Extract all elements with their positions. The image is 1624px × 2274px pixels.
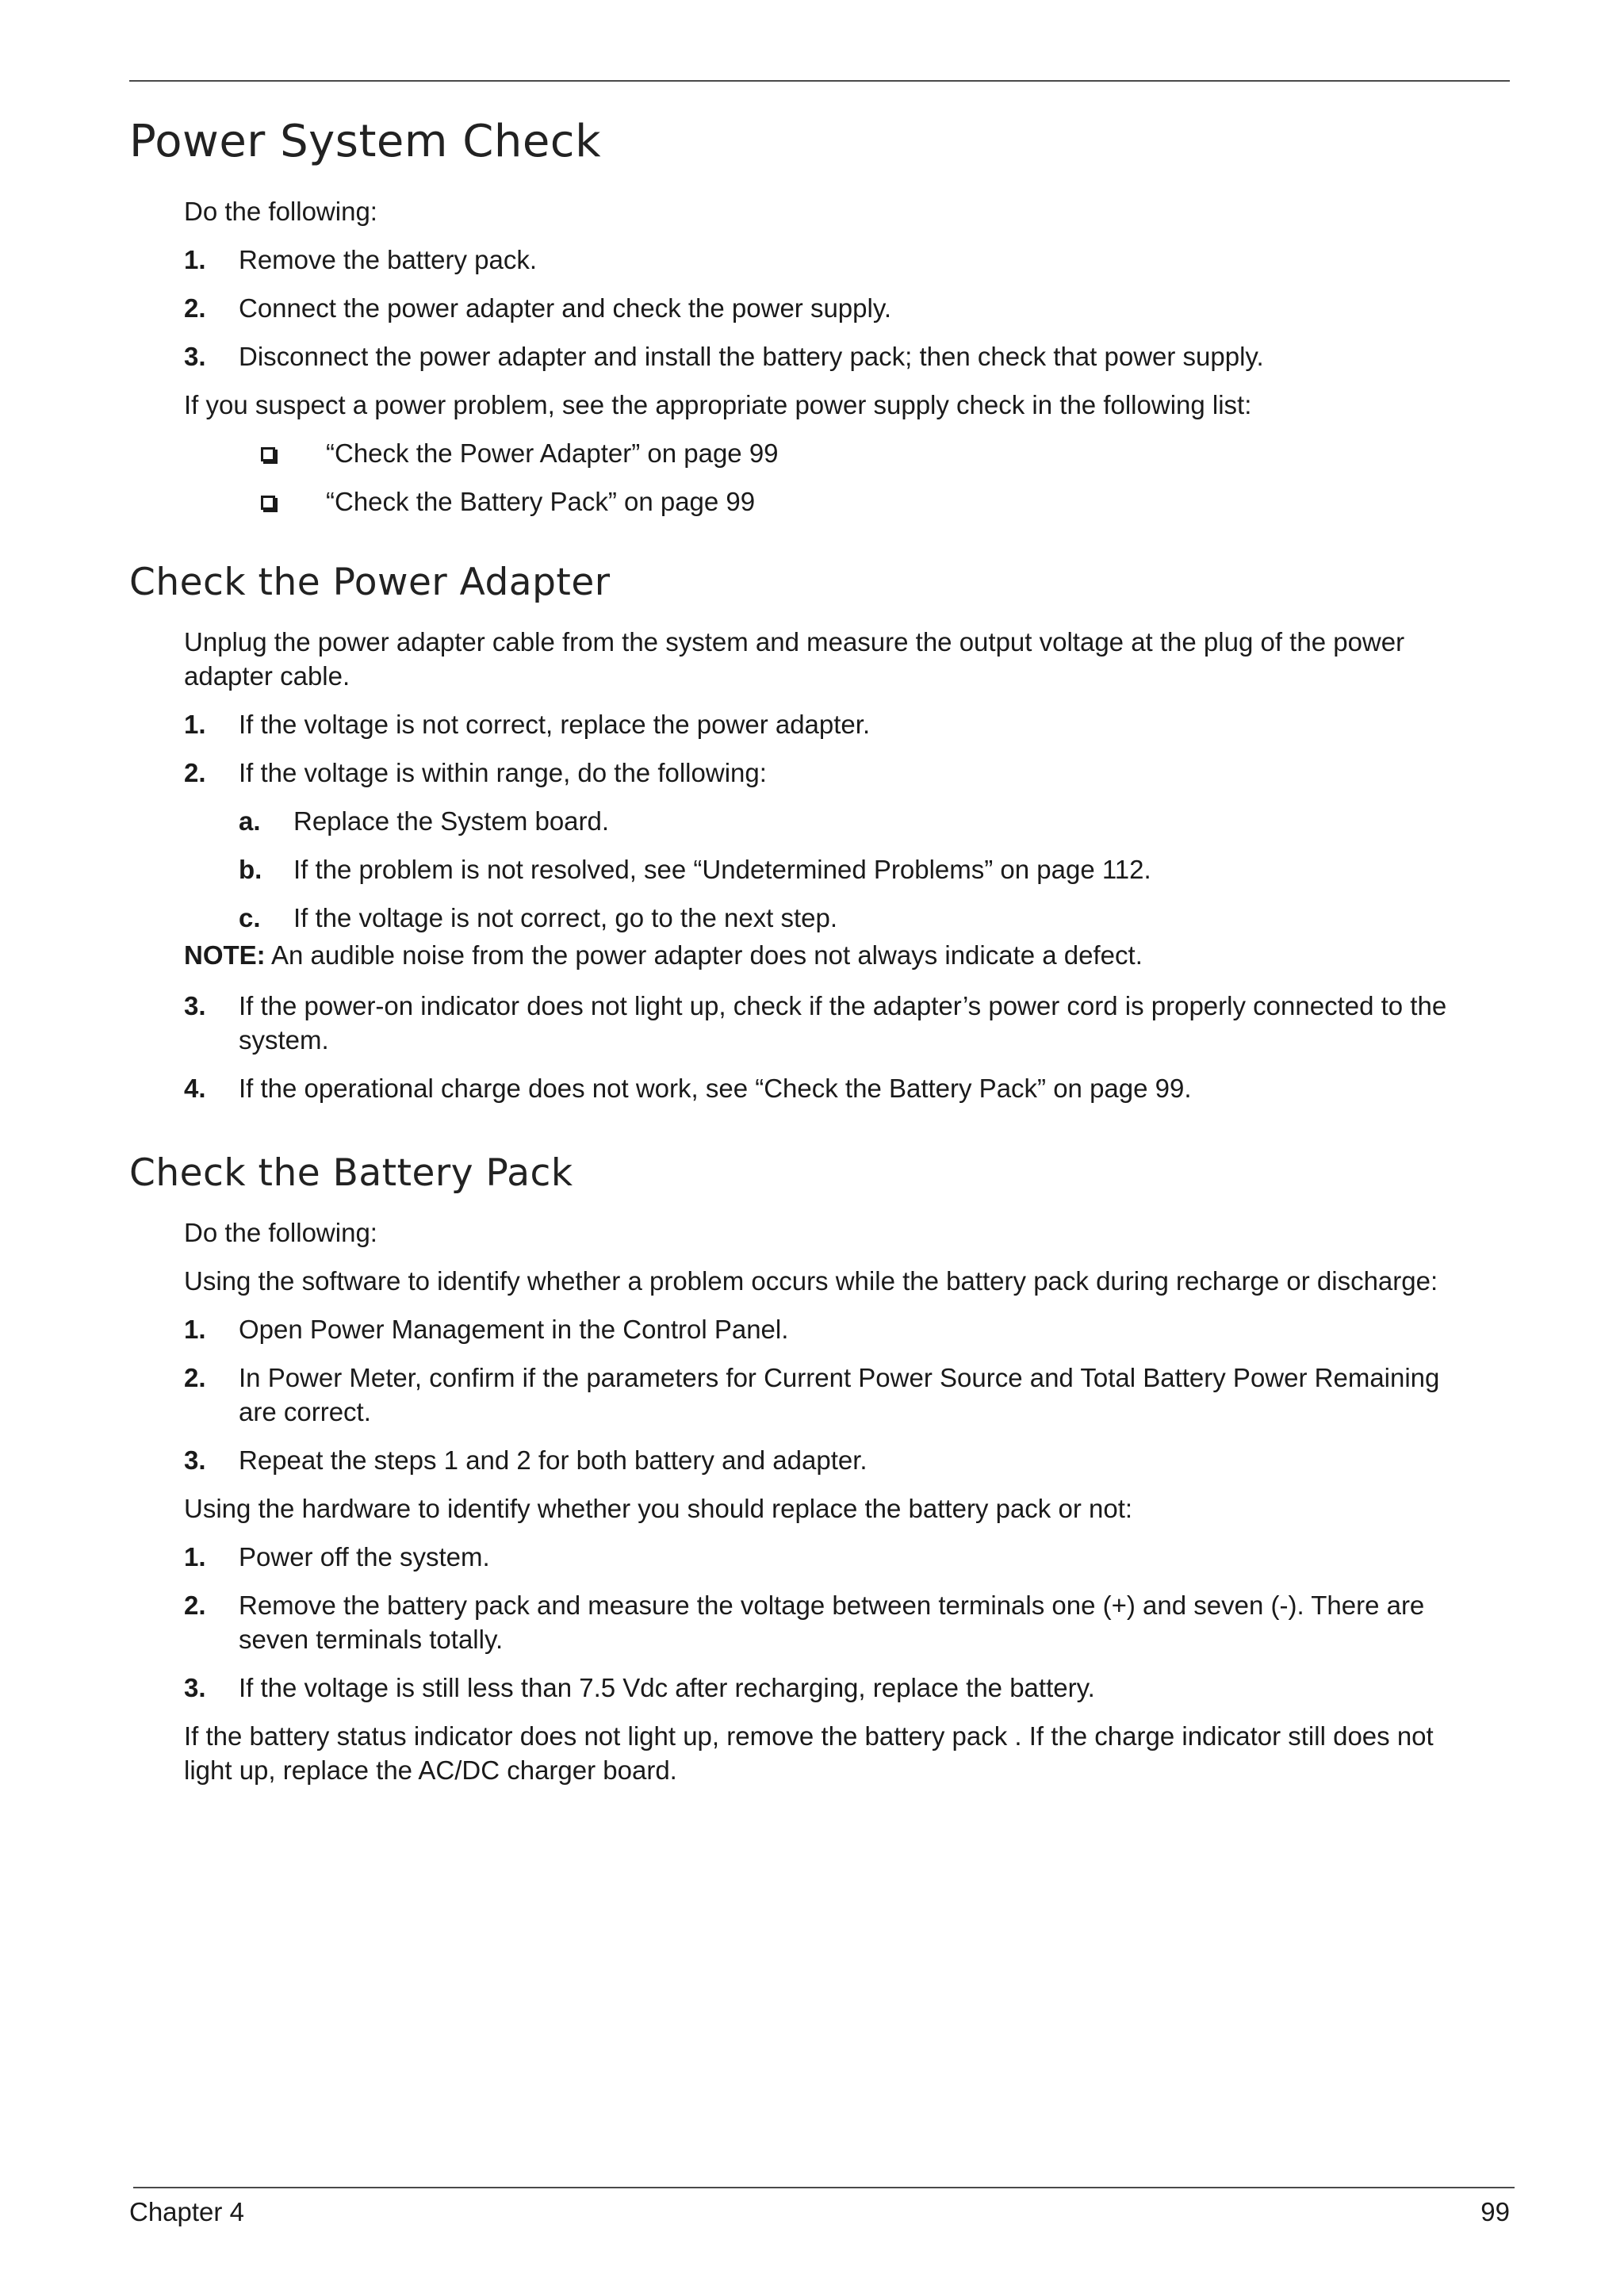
header-rule	[129, 80, 1510, 82]
step-text-continued: system.	[239, 1025, 329, 1055]
footer-chapter: Chapter 4	[129, 2197, 244, 2226]
intro-text: Do the following:	[184, 197, 377, 226]
intro-text: Do the following:	[184, 1218, 377, 1247]
cross-reference: “Check the Battery Pack” on page 99	[326, 487, 756, 516]
note	[184, 938, 1143, 972]
cross-reference: “Check the Power Adapter” on page 99	[326, 438, 779, 468]
note-text: An audible noise from the power adapter does not always indicate a defect.	[265, 940, 1143, 970]
footer-rule	[133, 2187, 1515, 2188]
step-text-continued: seven terminals totally.	[239, 1625, 504, 1654]
checkbox-bullet-icon	[261, 447, 275, 461]
closing-line: If the battery status indicator does not light up, remove the battery pack . If the charge indicator still does not	[184, 1721, 1434, 1751]
step-text: Power off the system.	[239, 1542, 490, 1572]
step-text: If the voltage is within range, do the following:	[239, 758, 767, 787]
step-number: 2.	[184, 1591, 206, 1620]
note-label: NOTE:	[184, 940, 266, 970]
step-text: If the voltage is still less than 7.5 Vdc after recharging, replace the battery.	[239, 1673, 1095, 1702]
step-text: Disconnect the power adapter and install the battery pack; then check that power supply.	[239, 342, 1264, 371]
step-text: Remove the battery pack.	[239, 245, 538, 274]
step-number: 1.	[184, 245, 206, 274]
step-number: 3.	[184, 1445, 206, 1475]
paragraph-line: Unplug the power adapter cable from the system and measure the output voltage at the plug of the power	[184, 627, 1405, 657]
step-number: 1.	[184, 710, 206, 739]
step-number: 4.	[184, 1074, 206, 1103]
substep-text: Replace the System board.	[293, 806, 610, 836]
substep-text: If the problem is not resolved, see “Undetermined Problems” on page 112.	[293, 855, 1151, 884]
substep-text: If the voltage is not correct, go to the next step.	[293, 903, 838, 932]
step-text: If the voltage is not correct, replace the power adapter.	[239, 710, 871, 739]
substep-letter: b.	[239, 855, 262, 884]
step-number: 3.	[184, 1673, 206, 1702]
closing-line: light up, replace the AC/DC charger board.	[184, 1755, 677, 1785]
step-number: 2.	[184, 293, 206, 323]
step-text: If the power-on indicator does not light up, check if the adapter’s power cord is properly connected to the	[239, 991, 1447, 1020]
section-title-power-system-check: Power System Check	[129, 116, 602, 167]
software-intro: Using the software to identify whether a problem occurs while the battery pack during recharge or discharge:	[184, 1266, 1438, 1296]
step-number: 1.	[184, 1542, 206, 1572]
step-number: 3.	[184, 991, 206, 1020]
step-text: Connect the power adapter and check the power supply.	[239, 293, 892, 323]
suspect-text: If you suspect a power problem, see the appropriate power supply check in the following list:	[184, 390, 1252, 419]
step-text: Repeat the steps 1 and 2 for both battery and adapter.	[239, 1445, 868, 1475]
step-text-continued: are correct.	[239, 1397, 371, 1426]
substep-letter: a.	[239, 806, 261, 836]
footer-page-number: 99	[1480, 2197, 1510, 2226]
step-number: 1.	[184, 1315, 206, 1344]
hardware-intro: Using the hardware to identify whether you should replace the battery pack or not:	[184, 1494, 1133, 1523]
step-number: 3.	[184, 342, 206, 371]
section-title-power-adapter: Check the Power Adapter	[129, 561, 611, 604]
step-text: Remove the battery pack and measure the voltage between terminals one (+) and seven (-). There are	[239, 1591, 1425, 1620]
step-text: Open Power Management in the Control Panel.	[239, 1315, 789, 1344]
paragraph-line: adapter cable.	[184, 661, 350, 691]
checkbox-bullet-icon	[261, 496, 275, 510]
section-title-battery-pack: Check the Battery Pack	[129, 1151, 573, 1195]
step-number: 2.	[184, 1363, 206, 1392]
step-number: 2.	[184, 758, 206, 787]
step-text: In Power Meter, confirm if the parameters for Current Power Source and Total Battery Power Remaining	[239, 1363, 1440, 1392]
step-text: If the operational charge does not work, see “Check the Battery Pack” on page 99.	[239, 1074, 1192, 1103]
substep-letter: c.	[239, 903, 261, 932]
